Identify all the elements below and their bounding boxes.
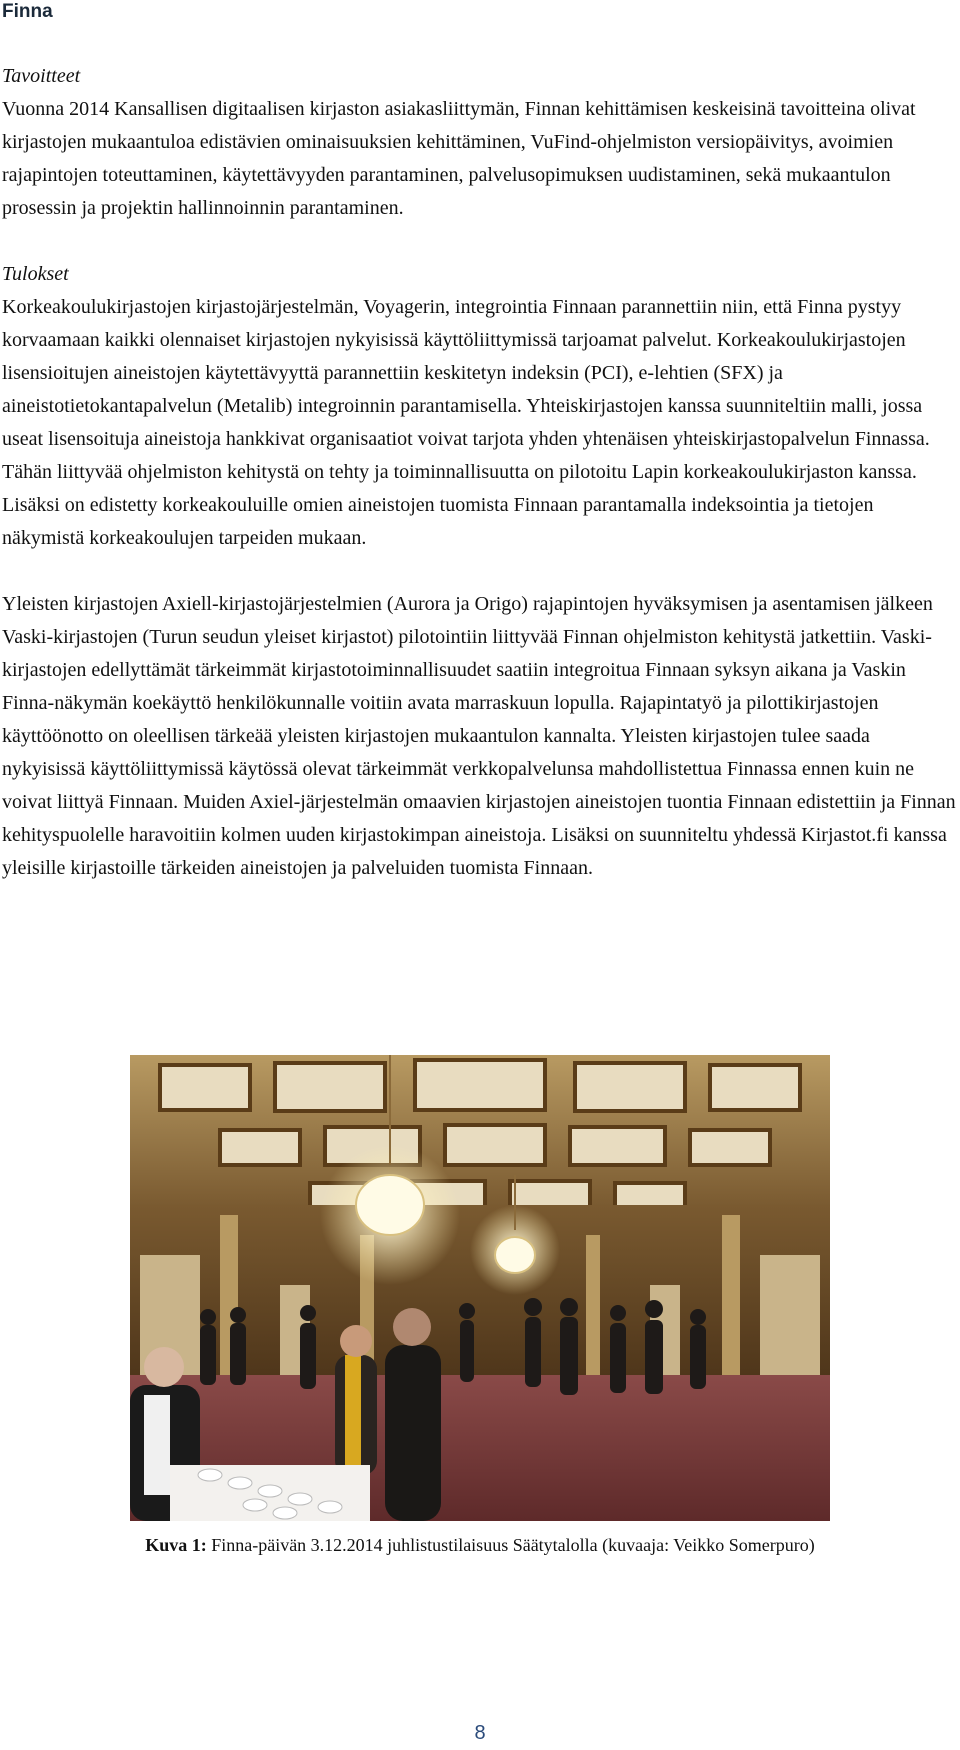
figure-caption-label: Kuva 1: bbox=[145, 1535, 207, 1555]
page-number: 8 bbox=[474, 1722, 486, 1744]
results-paragraph-1: Korkeakoulukirjastojen kirjastojärjestelmän, Voyagerin, integrointia Finnaan parannettiin niin, että Finna pystyy korvaamaan kaikki olennaiset kirjastojen nykyisissä käyttöliittymissä tarjoamat palvelut. Korkeakoulukirjastojen lisensioitujen aineistojen käytettävyyttä parannettiin keskitetyn indeksin (PCI), e-lehtien (SFX) ja aineistotietokantapalvelun (Metalib) integroinnin parantamisella. Yhteiskirjastojen kanssa suunniteltiin malli, jossa useat lisensoituja aineistoja hankkivat organisaatiot voivat tarjota yhden yhtenäisen yhteiskirjastopalvelun Finnassa. Tähän liittyvää ohjelmiston kehitystä on tehty ja toiminnallisuutta on pilotoitu Lapin korkeakoulukirjaston kanssa. Lisäksi on edistetty korkeakouluille omien aineistojen tuomista Finnaan parantamalla indeksointia ja tietojen näkymistä korkeakoulujen tarpeiden mukaan. bbox=[2, 296, 930, 549]
section-text-goals: Vuonna 2014 Kansallisen digitaalisen kirjaston asiakasliittymän, Finnan kehittämisen keskeisinä tavoitteina olivat kirjastojen mukaantuloa edistävien ominaisuuksien kehittäminen, VuFind-ohjelmiston versiopäivitys, avoimien rajapintojen toteuttaminen, käytettävyyden parantaminen, palvelusopimuksen uudistaminen, sekä mukaantulon prosessin ja projektin hallinnoinnin parantaminen. bbox=[2, 98, 916, 219]
document-body bbox=[2, 60, 956, 885]
document-heading: Finna bbox=[2, 1, 53, 22]
section-title-results: Tulokset bbox=[2, 263, 69, 285]
results-paragraph-2: Yleisten kirjastojen Axiell-kirjastojärjestelmien (Aurora ja Origo) rajapintojen hyväksymisen ja asentamisen jälkeen Vaski-kirjastojen (Turun seudun yleiset kirjastot) pilotointiin liittyvää Finnan ohjelmiston kehitystä jatkettiin. Vaski-kirjastojen edellyttämät tärkeimmät kirjastotoiminnallisuudet saatiin integroitua Finnaan syksyn aikana ja Vaskin Finna-näkymän koekäyttö henkilökunnalle voitiin avata marraskuun lopulla. Rajapintatyö ja pilottikirjastojen käyttöönotto on oleellisen tärkeää yleisten kirjastojen mukaantulon kannalta. Yleisten kirjastojen tulee saada nykyisissä käyttöliittymissä käytössä olevat tärkeimmät verkkopalvelunsa mahdollistettua Finnassa ennen kuin ne voivat liittyä Finnaan. Muiden Axiel-järjestelmän omaavien kirjastojen aineistojen tuontia Finnaan edistettiin ja Finnan kehityspuolelle haravoitiin kolmen uuden kirjastokimpan aineistoja. Lisäksi on suunniteltu yhdessä Kirjastot.fi kanssa yleisille kirjastoille tärkeiden aineistojen ja palveluiden tuomista Finnaan. bbox=[2, 593, 956, 879]
event-photo-illustration bbox=[130, 1055, 830, 1521]
section-title-goals: Tavoitteet bbox=[2, 65, 81, 87]
figure-caption-text: Finna-päivän 3.12.2014 juhlistustilaisuus Säätytalolla (kuvaaja: Veikko Somerpuro) bbox=[206, 1535, 815, 1555]
paragraph-gap bbox=[2, 555, 956, 588]
paragraph-gap bbox=[2, 225, 956, 258]
figure-caption bbox=[0, 1535, 960, 1556]
event-photo bbox=[130, 1055, 830, 1521]
